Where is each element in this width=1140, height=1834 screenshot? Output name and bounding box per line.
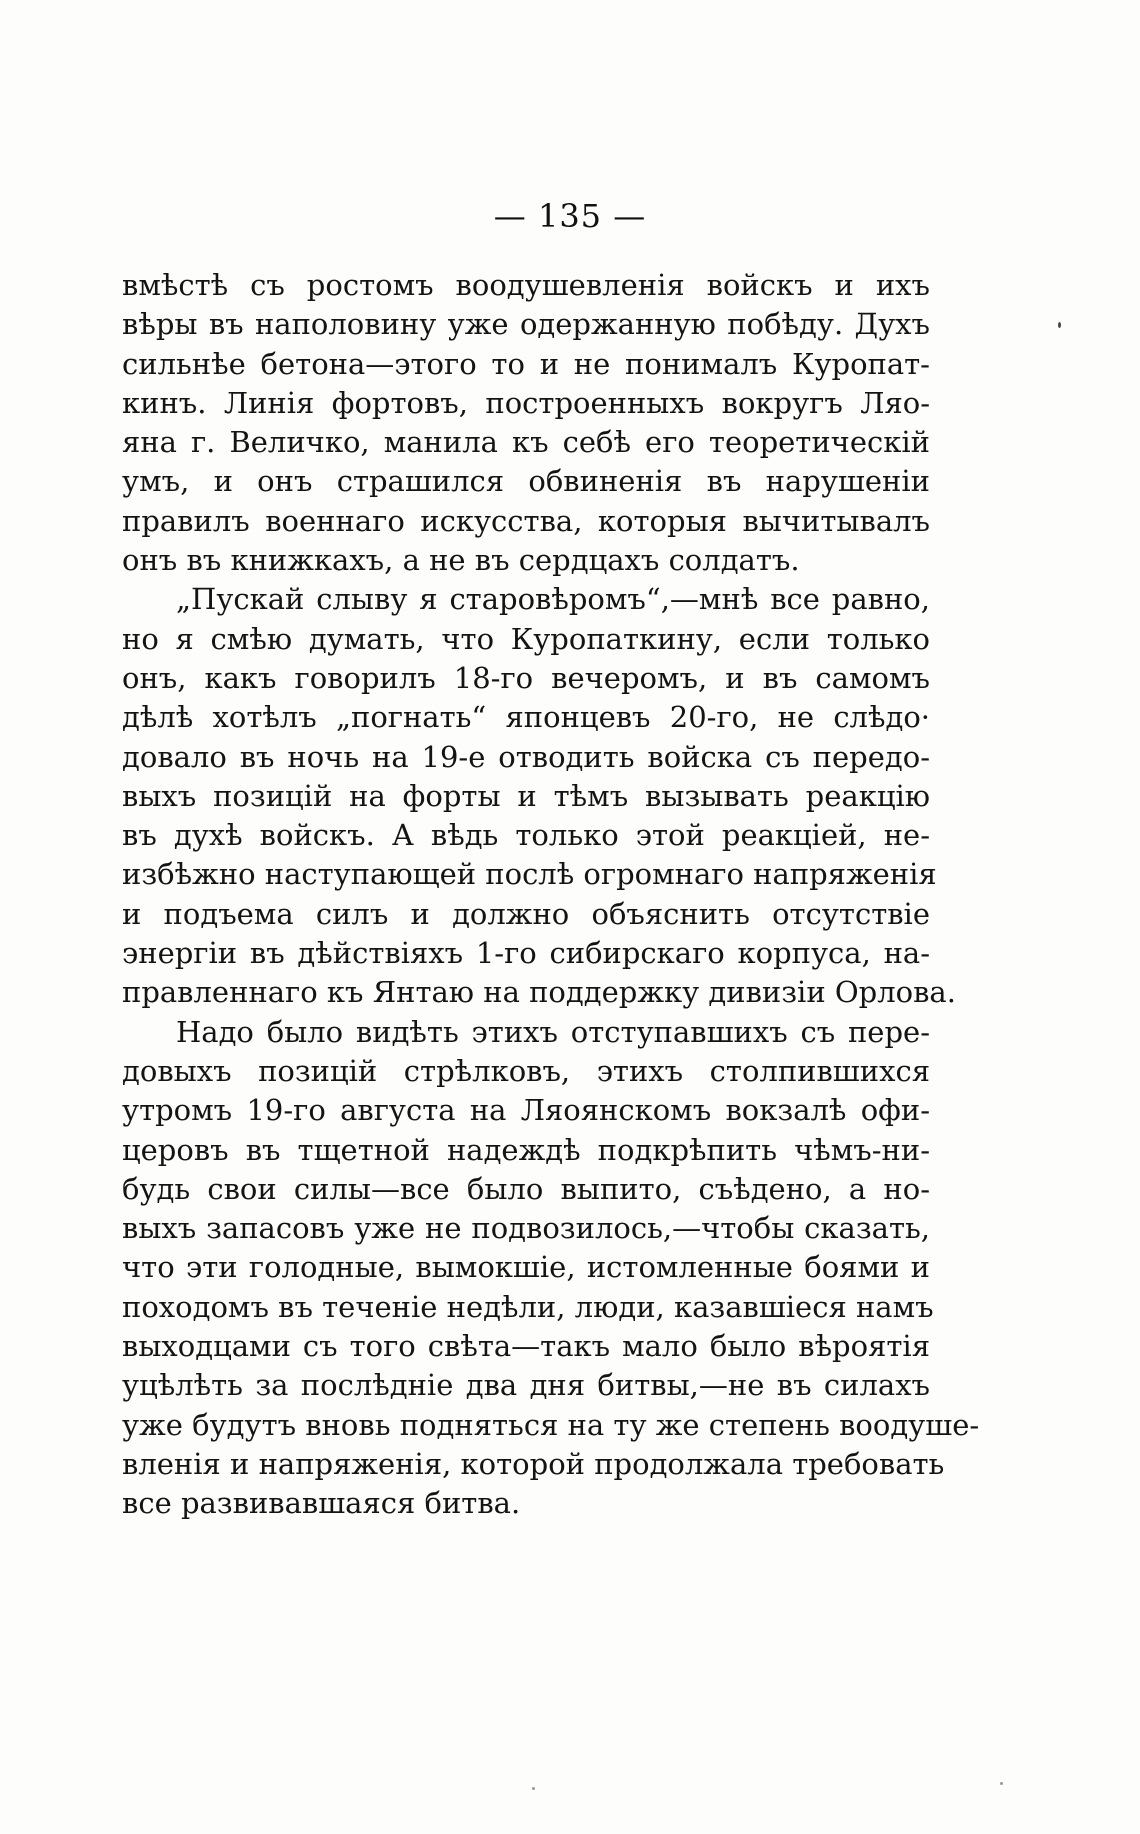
text-line: „Пускай слыву я старовѣромъ“,—мнѣ все равно, bbox=[176, 582, 930, 617]
text-line: выходцами съ того свѣта—такъ мало было вѣроятія bbox=[122, 1329, 930, 1364]
paragraph-2 bbox=[122, 580, 956, 1012]
text-line: дѣлѣ хотѣлъ „погнать“ японцевъ 20-го, не слѣдо· bbox=[122, 700, 930, 735]
text-line: будь свои силы—все было выпито, съѣдено, а но- bbox=[122, 1171, 930, 1206]
text-line: правленнаго къ Янтаю на поддержку дивизіи Орлова. bbox=[122, 975, 956, 1010]
text-line: правилъ военнаго искусства, которыя вычитывалъ bbox=[122, 503, 930, 538]
text-line: вмѣстѣ съ ростомъ воодушевленія войскъ и ихъ bbox=[122, 268, 930, 302]
text-line: но я смѣю думать, что Куропаткину, если только bbox=[122, 621, 930, 656]
text-line: онъ, какъ говорилъ 18-го вечеромъ, и въ самомъ bbox=[122, 660, 930, 695]
text-line: вѣры въ наполовину уже одержанную побѣду. Духъ bbox=[122, 307, 930, 342]
scan-speck bbox=[1058, 322, 1061, 328]
text-line: избѣжно наступающей послѣ огромнаго напряженія bbox=[122, 857, 937, 892]
paragraph-3 bbox=[122, 1013, 980, 1524]
text-line: уже будутъ вновь подняться на ту же степень воодуше- bbox=[122, 1407, 980, 1442]
text-line: церовъ въ тщетной надеждѣ подкрѣпить чѣмъ-ни- bbox=[122, 1132, 930, 1167]
text-line: все развивавшаяся битва. bbox=[122, 1486, 521, 1521]
text-line: и подъема силъ и должно объяснить отсутствіе bbox=[122, 896, 930, 931]
text-line: вленія и напряженія, которой продолжала требовать bbox=[122, 1446, 945, 1481]
text-line: Надо было видѣть этихъ отступавшихъ съ пере- bbox=[176, 1014, 930, 1049]
text-line: умъ, и онъ страшился обвиненія въ нарушеніи bbox=[122, 464, 930, 499]
page-number: — 135 — bbox=[493, 197, 647, 235]
text-line: яна г. Величко, манила къ себѣ его теоретическій bbox=[122, 425, 930, 460]
text-line: походомъ въ теченіе недѣли, люди, казавшіеся намъ bbox=[122, 1289, 934, 1324]
text-line: утромъ 19-го августа на Ляоянскомъ вокзалѣ офи- bbox=[122, 1093, 930, 1128]
text-line: выхъ позицій на форты и тѣмъ вызывать реакцію bbox=[122, 778, 930, 813]
paragraph-1 bbox=[122, 266, 930, 580]
text-line: что эти голодные, вымокшіе, истомленные боями и bbox=[122, 1250, 930, 1285]
scan-speck bbox=[1000, 1782, 1003, 1785]
text-line: въ духѣ войскъ. А вѣдь только этой реакціей, не- bbox=[122, 818, 930, 853]
scan-speck bbox=[532, 1787, 535, 1790]
text-line: довыхъ позицій стрѣлковъ, этихъ столпившихся bbox=[122, 1053, 930, 1088]
text-line: выхъ запасовъ уже не подвозилось,—чтобы сказать, bbox=[122, 1211, 930, 1246]
text-line: кинъ. Линія фортовъ, построенныхъ вокругъ Ляо- bbox=[122, 385, 930, 420]
text-line: онъ въ книжкахъ, а не въ сердцахъ солдатъ. bbox=[122, 543, 800, 578]
text-line: уцѣлѣть за послѣдніе два дня битвы,—не въ силахъ bbox=[122, 1368, 930, 1403]
text-line: сильнѣе бетона—этого то и не понималъ Куропат- bbox=[122, 346, 930, 381]
body-text bbox=[122, 266, 980, 1524]
text-line: энергіи въ дѣйствіяхъ 1-го сибирскаго корпуса, на- bbox=[122, 936, 930, 971]
text-line: довало въ ночь на 19-е отводить войска съ передо- bbox=[122, 739, 930, 774]
